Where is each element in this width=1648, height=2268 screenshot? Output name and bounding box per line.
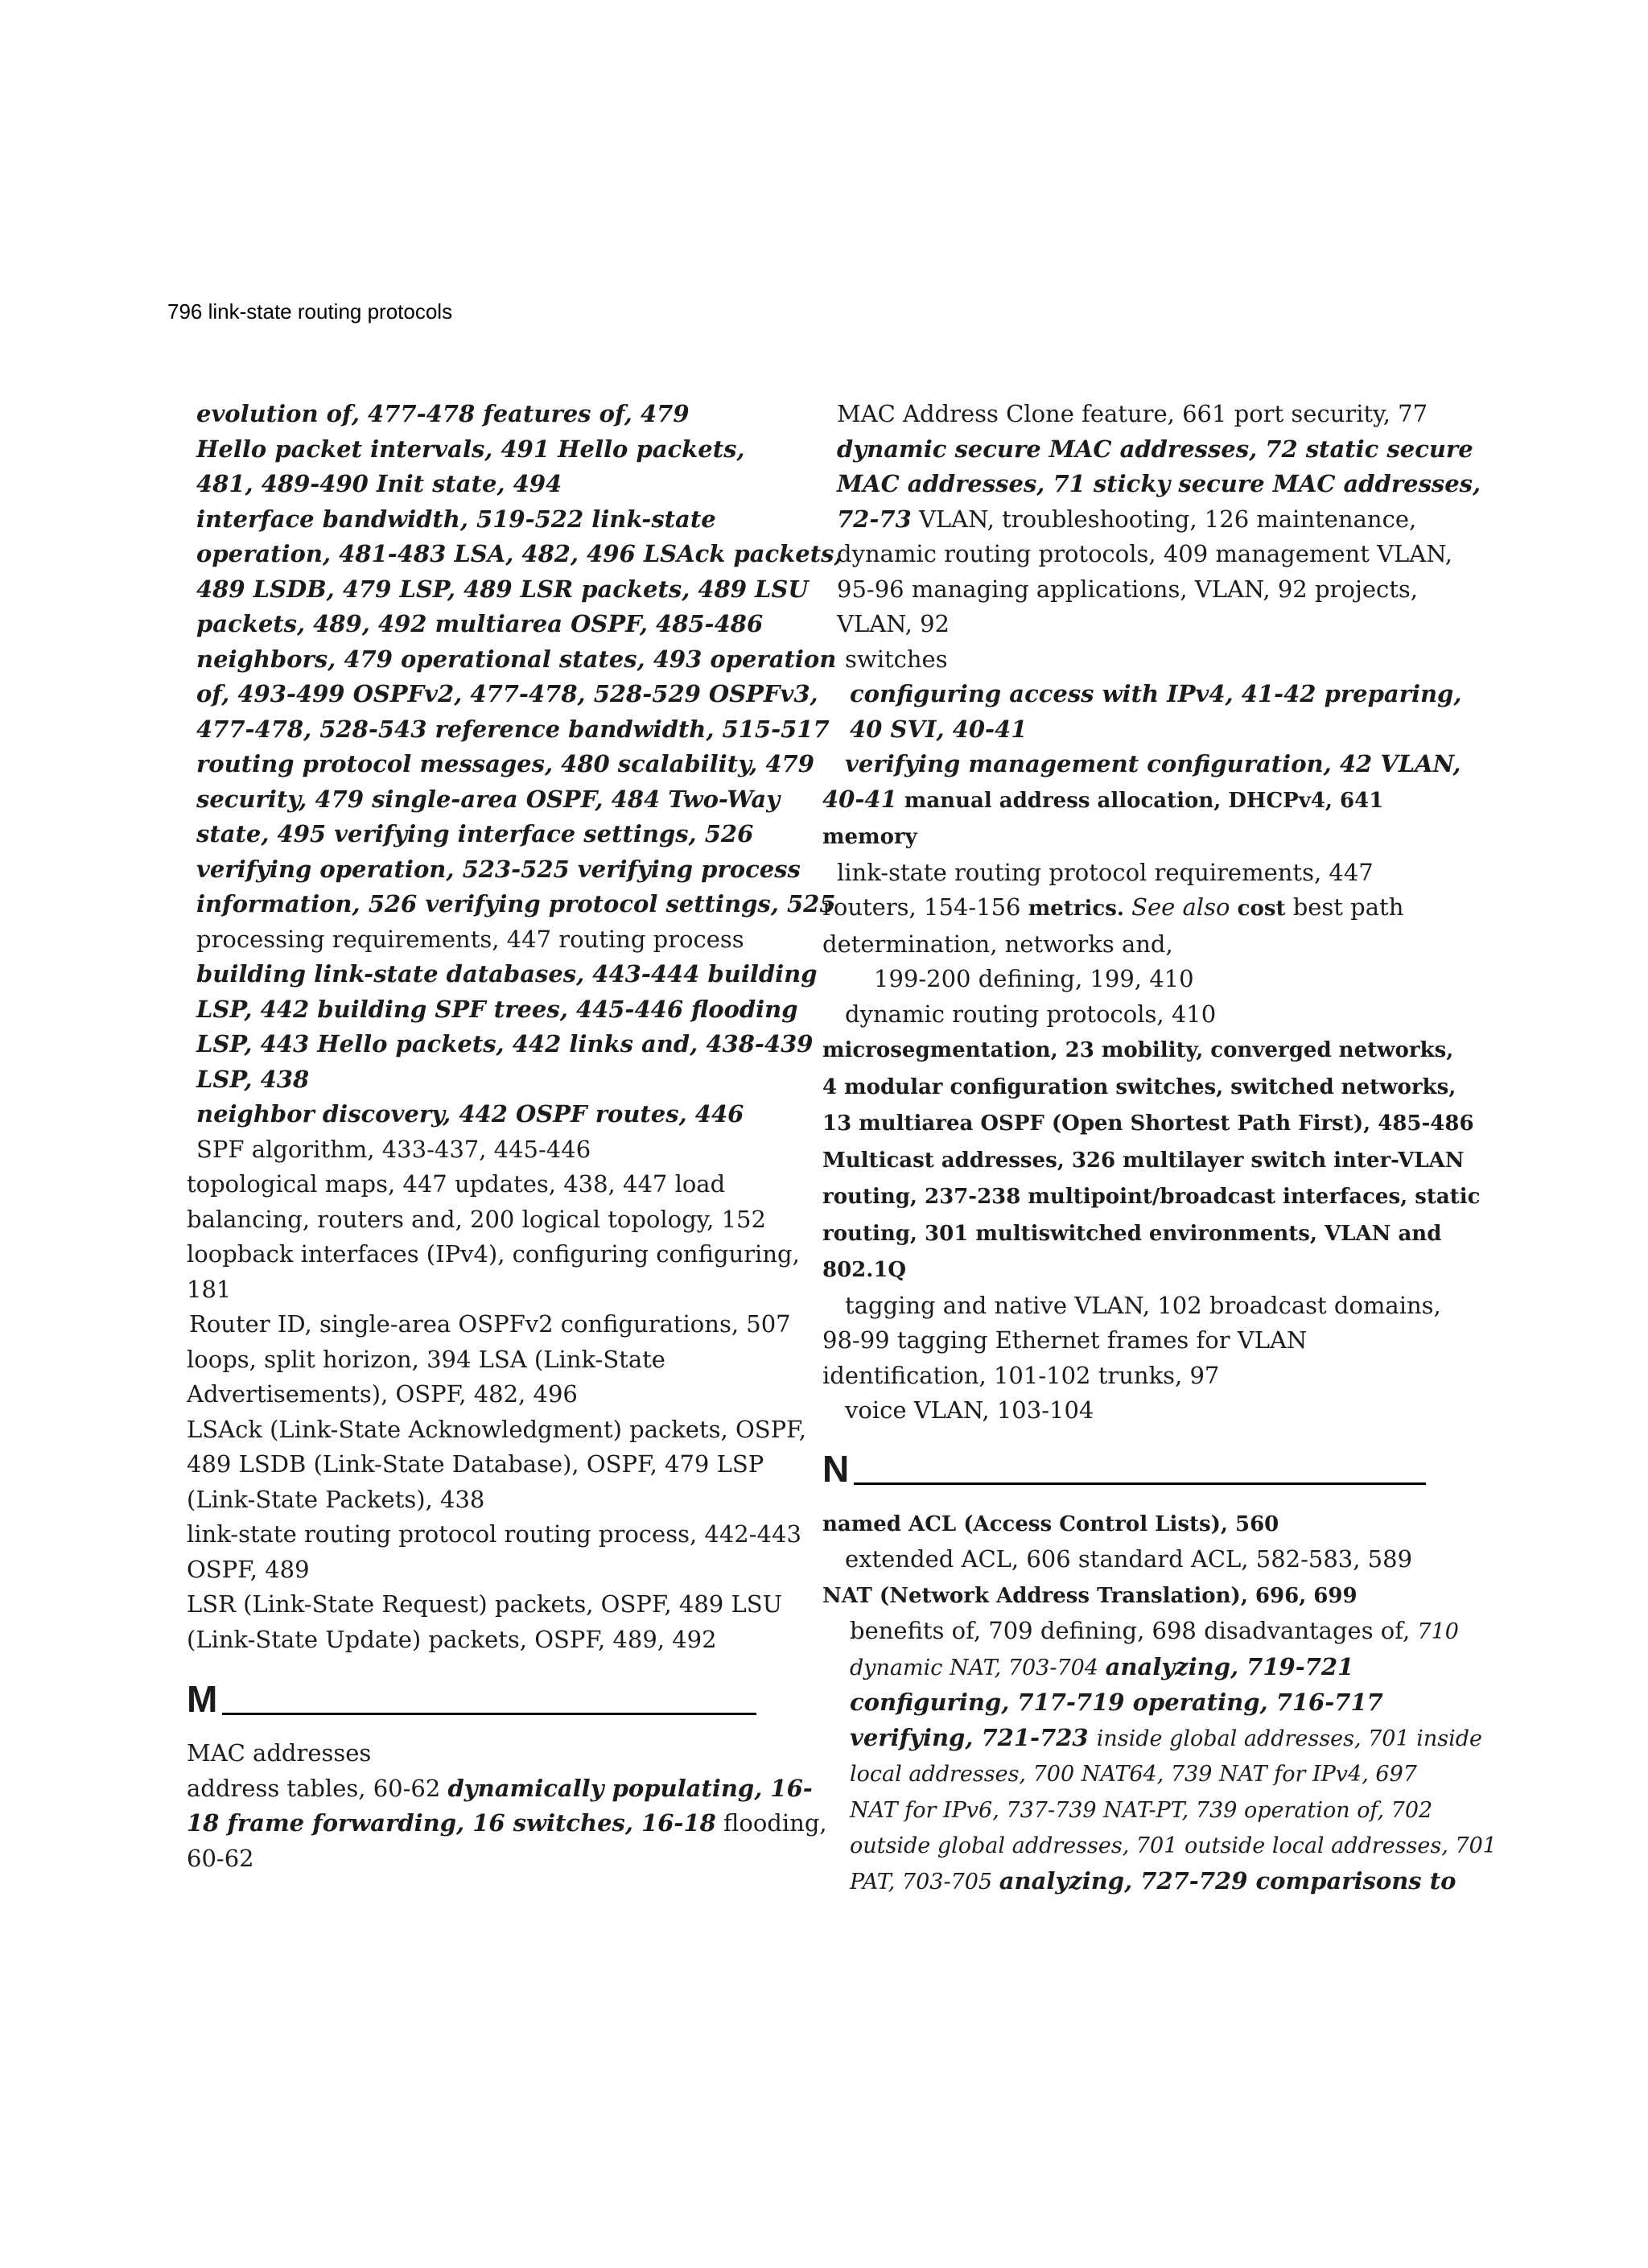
index-text: MAC addresses [187, 1739, 372, 1767]
index-line [822, 782, 1434, 819]
index-line [822, 997, 1434, 1033]
index-line [187, 1097, 762, 1132]
index-line [187, 1623, 762, 1658]
index-text: (Link-State Update) packets, OSPF, 489, 492 [187, 1625, 717, 1653]
index-text: flooding, [715, 1809, 827, 1837]
index-line [187, 1553, 762, 1588]
index-line [187, 1237, 800, 1272]
index-column-left [187, 397, 843, 1876]
index-text: topological maps, 447 updates, 438, 447 load [187, 1170, 726, 1198]
section-heading-m [187, 1675, 756, 1723]
index-text: (Link-State Packets), 438 [187, 1485, 485, 1513]
section-heading-n [822, 1445, 1426, 1493]
index-line [187, 1736, 762, 1771]
index-text: configuring access with IPv4, 41-42 preparing, [850, 680, 1462, 707]
index-line [822, 1864, 1456, 1900]
index-text: Router ID, single-area OSPFv2 configurations, 507 [189, 1310, 791, 1338]
index-line [187, 1447, 762, 1482]
index-text: OSPF, 489 [187, 1555, 310, 1583]
index-text: Advertisements), OSPF, 482, 496 [187, 1380, 578, 1408]
index-line [822, 1069, 1456, 1106]
index-text: information, 526 verifying protocol settings, 525 [196, 890, 836, 918]
index-line [187, 1841, 762, 1877]
index-text: evolution of, 477-478 features of, 479 [196, 400, 690, 427]
index-text: 98-99 tagging Ethernet frames for VLAN [822, 1326, 1308, 1354]
section-letter: N [822, 1447, 850, 1490]
index-line [822, 1393, 1434, 1429]
index-text: verifying, 721-723 [850, 1723, 1097, 1751]
index-text: routers, 154-156 [822, 893, 1028, 921]
index-text: dynamic secure MAC addresses, 72 static secure [837, 435, 1473, 463]
index-line [187, 537, 843, 572]
index-text: verifying operation, 523-525 verifying process [196, 855, 801, 883]
index-text: benefits of, 709 defining, 698 disadvantages of, [850, 1617, 1418, 1644]
index-text: interface bandwidth, 519-522 link-state [196, 505, 716, 533]
index-text: manual address allocation, DHCPv4, 641 [896, 788, 1384, 813]
index-line [822, 1178, 1481, 1215]
index-line [822, 927, 1434, 963]
index-text: security, 479 single-area OSPF, 484 Two-Way [196, 785, 781, 813]
index-line [822, 572, 1434, 608]
index-text: loops, split horizon, 394 LSA (Link-State [187, 1345, 665, 1373]
index-line [822, 1577, 1434, 1614]
index-text: dynamic routing protocols, 410 [845, 1000, 1217, 1028]
index-entries [822, 1506, 1497, 1900]
index-text: named ACL (Access Control Lists), 560 [822, 1511, 1279, 1536]
index-line [187, 432, 762, 468]
index-text: 4 modular configuration switches, switched networks, [822, 1074, 1456, 1099]
index-text: address tables, 60-62 [187, 1774, 448, 1802]
index-line [187, 922, 762, 958]
index-line [187, 1272, 762, 1308]
index-line [187, 1517, 801, 1553]
index-text: best path [1285, 893, 1404, 921]
index-line [187, 607, 762, 642]
index-text: analyzing, 727-729 comparisons to [999, 1866, 1456, 1895]
index-text: dynamically populating, 16- [447, 1774, 813, 1802]
index-line [822, 1289, 1441, 1324]
index-text: processing requirements, 447 routing process [196, 925, 744, 953]
section-rule [222, 1713, 756, 1715]
index-line [187, 1132, 762, 1168]
index-text: configuring, 717-719 operating, 716-717 [850, 1689, 1383, 1716]
index-text: 181 [187, 1275, 232, 1303]
running-head: 796 link-state routing protocols [167, 299, 453, 324]
index-text: 489 LSDB, 479 LSP, 489 LSR packets, 489 LSU [196, 575, 809, 603]
index-text: local addresses, 700 NAT64, 739 NAT for IPv4, 697 [850, 1762, 1417, 1787]
index-text: cost [1237, 897, 1286, 921]
index-entries [187, 1736, 827, 1876]
index-line [187, 712, 830, 748]
index-line [187, 817, 762, 852]
index-line [822, 502, 1434, 538]
index-text: 40 SVI, 40-41 [850, 715, 1028, 743]
index-text: LSAck (Link-State Acknowledgment) packets, OSPF, [187, 1415, 806, 1443]
index-text: LSP, 443 Hello packets, 442 links and, 438-439 [196, 1030, 814, 1058]
index-line [822, 1650, 1434, 1686]
index-line [187, 1307, 791, 1342]
index-text: VLAN, 92 [837, 610, 950, 637]
index-text: loopback interfaces (IPv4), configuring configuring, [187, 1240, 800, 1268]
index-line [187, 1167, 762, 1202]
index-line [187, 1027, 814, 1062]
index-line [187, 782, 781, 818]
index-entries [822, 397, 1481, 1429]
index-line [822, 1142, 1465, 1179]
index-text: packets, 489, 492 multiarea OSPF, 485-486 [196, 610, 764, 637]
index-line [822, 677, 1462, 712]
index-entries [187, 397, 843, 1657]
index-line [822, 1828, 1497, 1864]
index-text: See also [1123, 893, 1238, 921]
index-text: analyzing, 719-721 [1105, 1652, 1354, 1680]
index-text: 489 LSDB (Link-State Database), OSPF, 479 LSP [187, 1450, 764, 1478]
index-text: 802.1Q [822, 1258, 907, 1282]
index-line [822, 962, 1434, 997]
index-line [187, 572, 809, 608]
index-text: 13 multiarea OSPF (Open Shortest Path First), 485-486 [822, 1111, 1474, 1136]
index-text: inside global addresses, 701 inside [1096, 1726, 1482, 1751]
index-text: dynamic routing protocols, 409 management VLAN, [837, 540, 1452, 567]
index-line [822, 856, 1434, 891]
index-line [822, 1721, 1482, 1757]
index-text: SPF algorithm, 433-437, 445-446 [196, 1135, 591, 1163]
index-line [187, 642, 837, 678]
index-line [822, 1792, 1434, 1829]
index-text: dynamic NAT, 703-704 [850, 1655, 1106, 1680]
index-text: PAT, 703-705 [850, 1869, 999, 1895]
index-text: MAC Address Clone feature, 661 port security, 77 [837, 400, 1428, 427]
index-text: routing, 301 multiswitched environments, VLAN and [822, 1221, 1442, 1246]
index-text: LSP, 438 [196, 1065, 310, 1093]
index-line [187, 1062, 762, 1098]
index-text: microsegmentation, 23 mobility, converged networks, [822, 1038, 1454, 1062]
index-line [187, 1587, 783, 1623]
index-line [822, 1359, 1434, 1394]
index-text: tagging and native VLAN, 102 broadcast domains, [845, 1291, 1441, 1319]
index-text: metrics. [1028, 897, 1124, 921]
index-text: determination, networks and, [822, 930, 1173, 958]
index-text: 40-41 [822, 785, 897, 813]
index-text: state, 495 verifying interface settings, 526 [196, 820, 754, 847]
index-text: Hello packet intervals, 491 Hello packets, [196, 435, 745, 463]
index-line [822, 1032, 1454, 1069]
index-text: 481, 489-490 Init state, 494 [196, 470, 562, 497]
index-line [822, 607, 1434, 642]
index-line [187, 992, 798, 1028]
index-line [187, 957, 818, 992]
index-line [822, 642, 1434, 678]
index-text: routing, 237-238 multipoint/broadcast interfaces, static [822, 1185, 1481, 1209]
index-text: 60-62 [187, 1844, 254, 1872]
index-line [187, 397, 762, 432]
index-text: Multicast addresses, 326 multilayer switch inter-VLAN [822, 1148, 1465, 1173]
index-line [187, 467, 762, 502]
index-line [187, 677, 818, 712]
index-text: switches [845, 645, 948, 673]
index-text: building link-state databases, 443-444 building [196, 960, 818, 988]
index-text: 95-96 managing applications, VLAN, 92 projects, [837, 575, 1419, 603]
index-text: neighbor discovery, 442 OSPF routes, 446 [196, 1100, 744, 1128]
index-text: 710 [1417, 1619, 1459, 1644]
index-line [822, 1756, 1434, 1792]
index-line [187, 747, 814, 782]
index-line [187, 1412, 806, 1448]
index-line [822, 537, 1452, 572]
index-text: LSR (Link-State Request) packets, OSPF, 489 LSU [187, 1590, 783, 1618]
index-line [822, 1685, 1434, 1721]
index-line [187, 1771, 813, 1807]
index-line [187, 1806, 827, 1841]
index-line [822, 890, 1434, 927]
index-line [822, 747, 1461, 782]
index-text: of, 493-499 OSPFv2, 477-478, 528-529 OSPFv3, [196, 680, 818, 707]
index-text: 199-200 defining, 199, 410 [874, 965, 1194, 992]
index-text: outside global addresses, 701 outside local addresses, 701 [850, 1833, 1497, 1858]
index-line [187, 1342, 762, 1378]
section-letter: M [187, 1678, 218, 1720]
index-line [822, 1215, 1442, 1252]
index-text: 72-73 [837, 505, 912, 533]
index-text: memory [822, 825, 917, 849]
index-line [822, 1542, 1434, 1577]
index-text: VLAN, troubleshooting, 126 maintenance, [911, 505, 1417, 533]
index-text: routing protocol messages, 480 scalability, 479 [196, 750, 814, 777]
index-line [822, 1252, 1434, 1289]
index-line [187, 502, 762, 538]
index-text: 18 frame forwarding, 16 switches, 16-18 [187, 1809, 716, 1837]
index-text: voice VLAN, 103-104 [845, 1396, 1094, 1424]
index-text: identification, 101-102 trunks, 97 [822, 1361, 1220, 1389]
index-text: verifying management configuration, 42 VLAN, [845, 750, 1461, 777]
index-text: NAT (Network Address Translation), 696, 699 [822, 1583, 1358, 1608]
index-line [822, 1506, 1434, 1543]
index-text: neighbors, 479 operational states, 493 operation [196, 645, 837, 673]
index-line [187, 852, 801, 888]
index-text: operation, 481-483 LSA, 482, 496 LSAck packets, [196, 540, 843, 567]
index-line [822, 712, 1434, 748]
index-line [822, 1105, 1474, 1142]
index-line [187, 1482, 762, 1518]
index-text: balancing, routers and, 200 logical topology, 152 [187, 1205, 766, 1233]
index-line [187, 1202, 766, 1238]
index-line [822, 1323, 1434, 1359]
index-text: MAC addresses, 71 sticky secure MAC addresses, [837, 470, 1481, 497]
index-text: LSP, 442 building SPF trees, 445-446 flooding [196, 995, 798, 1023]
index-text: link-state routing protocol requirements, 447 [837, 858, 1374, 886]
index-line [822, 397, 1434, 432]
index-line [187, 1377, 762, 1412]
index-line [187, 887, 836, 922]
index-line [822, 432, 1473, 468]
index-text: link-state routing protocol routing process, 442-443 [187, 1520, 801, 1548]
index-line [822, 819, 1434, 856]
index-line [822, 467, 1481, 502]
index-text: NAT for IPv6, 737-739 NAT-PT, 739 operation of, 702 [850, 1797, 1433, 1823]
index-text: 477-478, 528-543 reference bandwidth, 515-517 [196, 715, 830, 743]
index-text: extended ACL, 606 standard ACL, 582-583, 589 [845, 1545, 1413, 1573]
index-line [822, 1614, 1459, 1650]
section-rule [854, 1482, 1426, 1485]
index-column-right [822, 397, 1497, 1899]
